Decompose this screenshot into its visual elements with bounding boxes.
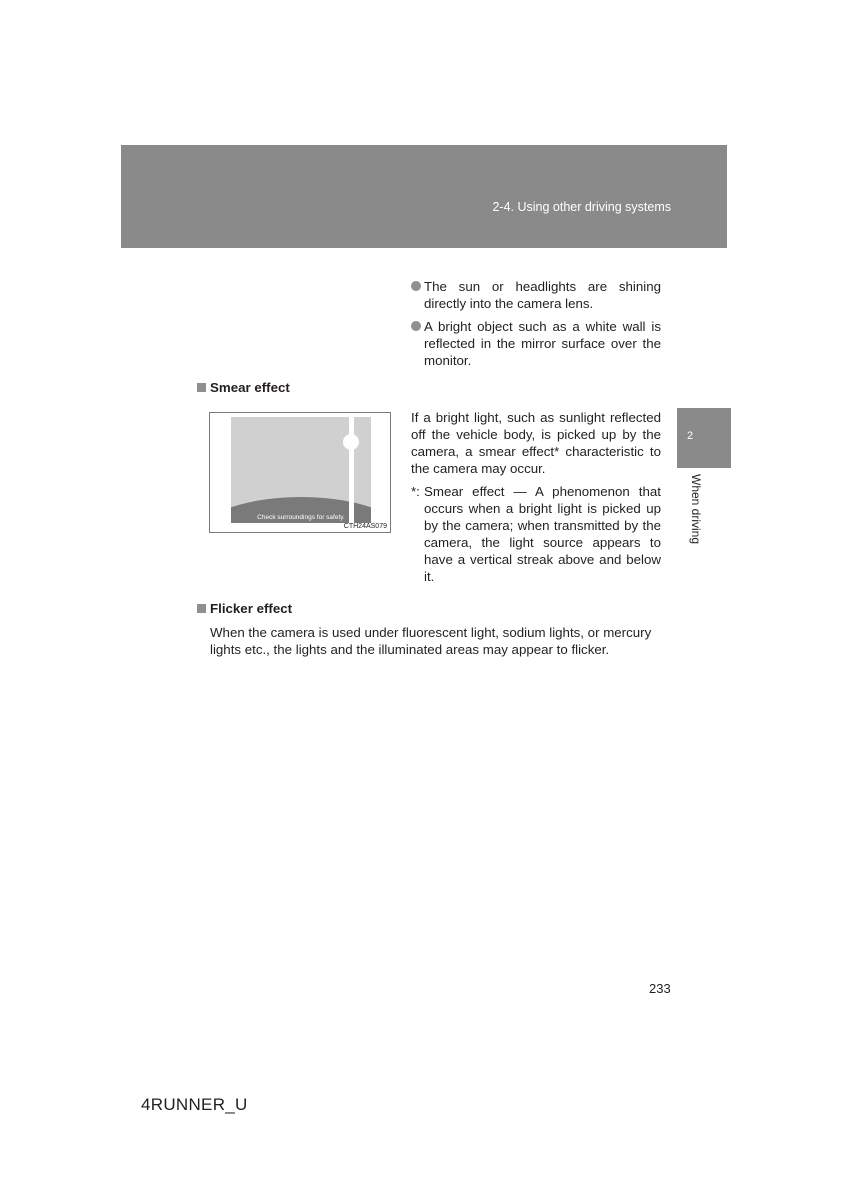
flicker-paragraph: When the camera is used under fluorescent light, sodium lights, or mercury lights etc., the lights and the illuminated areas may appear to flicker. [210,625,652,657]
square-bullet-icon [197,383,206,392]
model-code: 4RUNNER_U [141,1095,248,1114]
vertical-streak [349,417,354,523]
list-item [410,318,661,369]
bullet-icon [411,281,421,291]
footnote [411,483,661,585]
chapter-label: When driving [689,474,703,545]
smear-illustration [209,412,391,533]
bright-light-icon [343,434,359,450]
flicker-heading [197,601,292,616]
footnote-mark: *: [411,484,420,499]
list-item [410,278,661,312]
page-number: 233 [649,981,671,996]
footnote-text: Smear effect — A phenomenon that occurs when a bright light is picked up by the camera; when transmitted by the camera, the light source appears to have a vertical streak above and below it. [424,484,661,584]
bullet-list [410,278,661,375]
bullet-text: The sun or headlights are shining directly into the camera lens. [424,279,661,311]
section-title: 2-4. Using other driving systems [492,200,671,214]
smear-paragraph: If a bright light, such as sunlight reflected off the vehicle body, is picked up by the camera, a smear effect* characteristic to the camera may occur. [411,410,661,476]
chapter-tab [677,408,731,468]
screen-caption: Check surroundings for safety. [257,514,345,521]
bullet-icon [411,321,421,331]
header-band [121,145,727,248]
square-bullet-icon [197,604,206,613]
flicker-heading-text: Flicker effect [210,601,293,616]
chapter-number: 2 [687,430,694,442]
figure-id: CTH24AS079 [343,523,387,530]
smear-heading [197,380,290,395]
smear-heading-text: Smear effect [210,380,290,395]
camera-monitor-screen [231,417,371,523]
bullet-text: A bright object such as a white wall is reflected in the mirror surface over the monitor. [424,319,661,368]
